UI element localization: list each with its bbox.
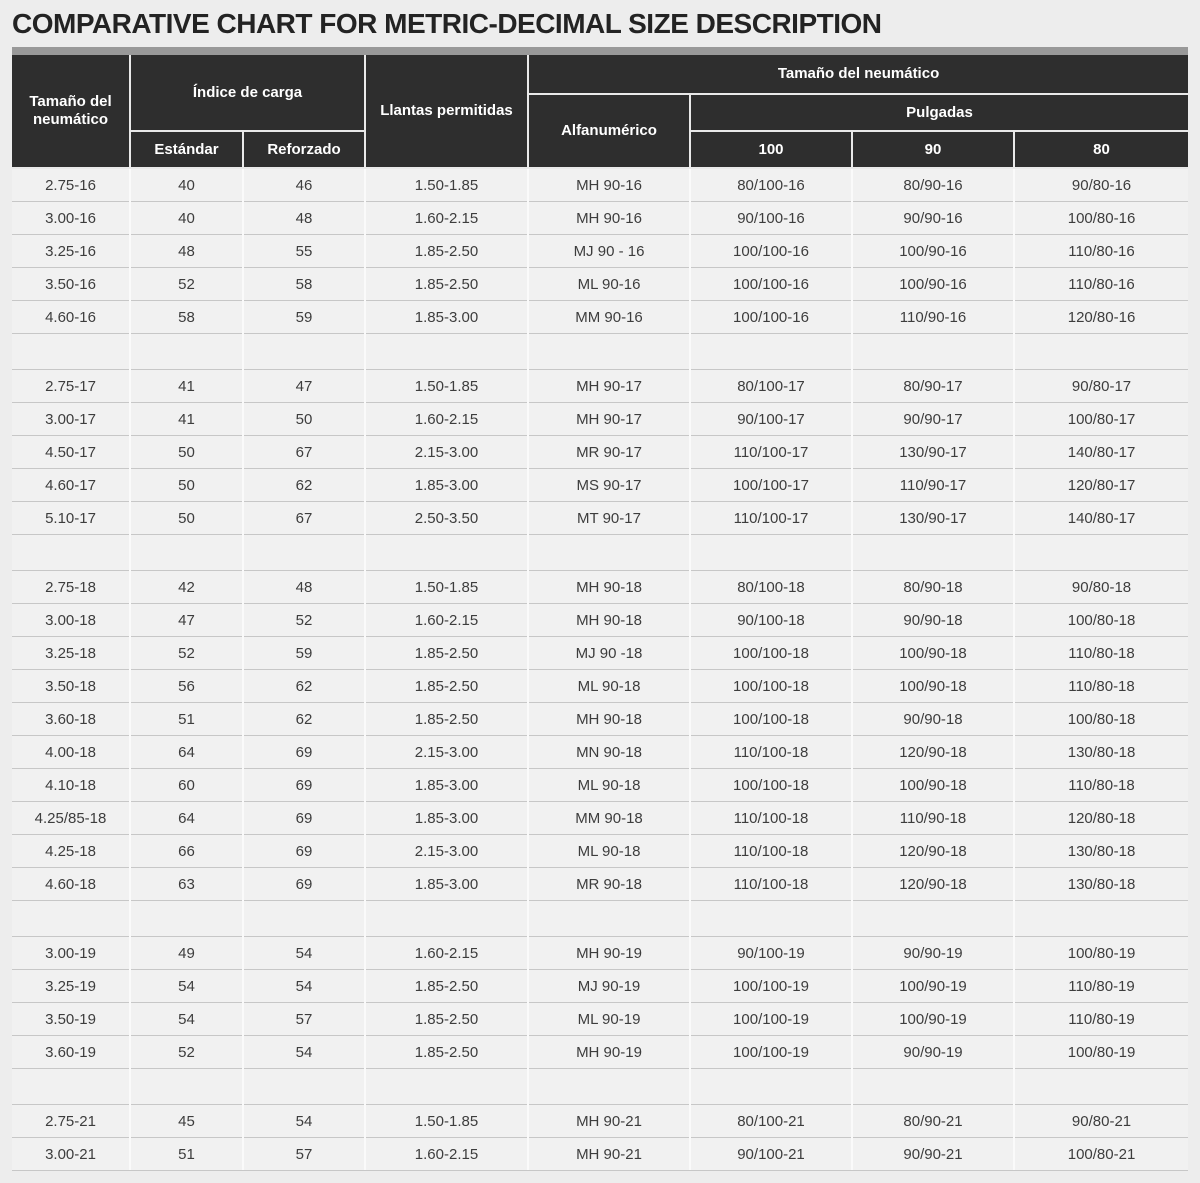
cell — [528, 535, 690, 571]
cell: 54 — [243, 937, 365, 970]
table-row — [12, 703, 1188, 736]
cell — [130, 334, 243, 370]
cell: MJ 90 -18 — [528, 637, 690, 670]
header-inches: Pulgadas — [690, 94, 1188, 131]
cell: 110/100-18 — [690, 868, 852, 901]
cell: ML 90-18 — [528, 670, 690, 703]
cell — [852, 901, 1014, 937]
cell: 4.50-17 — [12, 436, 130, 469]
cell: 110/100-18 — [690, 835, 852, 868]
table-row — [12, 736, 1188, 769]
cell — [1014, 535, 1188, 571]
cell: 80/90-18 — [852, 571, 1014, 604]
table-row — [12, 1036, 1188, 1069]
cell: 90/90-21 — [852, 1138, 1014, 1171]
cell: 1.50-1.85 — [365, 571, 528, 604]
table-row — [12, 202, 1188, 235]
cell: 52 — [130, 637, 243, 670]
cell: 100/100-17 — [690, 469, 852, 502]
cell — [12, 334, 130, 370]
comparison-table-wrap — [12, 47, 1188, 1171]
cell: 50 — [130, 436, 243, 469]
cell: 90/100-16 — [690, 202, 852, 235]
cell — [852, 334, 1014, 370]
cell: 1.50-1.85 — [365, 1105, 528, 1138]
cell: 100/80-18 — [1014, 604, 1188, 637]
cell: 1.85-3.00 — [365, 301, 528, 334]
cell: 3.00-19 — [12, 937, 130, 970]
cell — [528, 334, 690, 370]
cell — [365, 535, 528, 571]
cell: 4.60-16 — [12, 301, 130, 334]
cell: MM 90-18 — [528, 802, 690, 835]
cell: MM 90-16 — [528, 301, 690, 334]
cell: 67 — [243, 502, 365, 535]
cell: 110/80-18 — [1014, 670, 1188, 703]
table-body — [12, 168, 1188, 1170]
cell — [690, 535, 852, 571]
table-row — [12, 502, 1188, 535]
cell: 1.85-3.00 — [365, 769, 528, 802]
cell: 69 — [243, 835, 365, 868]
cell: 54 — [130, 970, 243, 1003]
cell: 100/80-19 — [1014, 1036, 1188, 1069]
table-row — [12, 1003, 1188, 1036]
cell: 59 — [243, 301, 365, 334]
cell: 100/90-18 — [852, 637, 1014, 670]
cell: 120/90-18 — [852, 835, 1014, 868]
table-row — [12, 604, 1188, 637]
cell: 100/100-16 — [690, 301, 852, 334]
table-row — [12, 637, 1188, 670]
cell: 90/80-21 — [1014, 1105, 1188, 1138]
cell: 60 — [130, 769, 243, 802]
cell — [130, 901, 243, 937]
cell: 120/80-18 — [1014, 802, 1188, 835]
table-header — [12, 55, 1188, 168]
cell: 64 — [130, 736, 243, 769]
cell: 3.25-19 — [12, 970, 130, 1003]
table-row — [12, 403, 1188, 436]
header-load-index: Índice de carga — [130, 55, 365, 131]
cell: 1.85-2.50 — [365, 970, 528, 1003]
cell: 1.60-2.15 — [365, 403, 528, 436]
cell: MH 90-18 — [528, 571, 690, 604]
cell: 80/100-17 — [690, 370, 852, 403]
cell: 80/100-21 — [690, 1105, 852, 1138]
cell — [12, 535, 130, 571]
cell: 2.15-3.00 — [365, 436, 528, 469]
cell: 3.00-16 — [12, 202, 130, 235]
cell: 100/100-16 — [690, 235, 852, 268]
cell: 67 — [243, 436, 365, 469]
header-alphanumeric: Alfanumérico — [528, 94, 690, 168]
cell: 1.60-2.15 — [365, 937, 528, 970]
table-row — [12, 970, 1188, 1003]
cell: 66 — [130, 835, 243, 868]
cell: 1.85-2.50 — [365, 1003, 528, 1036]
cell: 2.50-3.50 — [365, 502, 528, 535]
cell: 110/80-16 — [1014, 235, 1188, 268]
cell: ML 90-19 — [528, 1003, 690, 1036]
cell: 110/100-17 — [690, 436, 852, 469]
cell: 3.50-18 — [12, 670, 130, 703]
cell: 100/90-18 — [852, 670, 1014, 703]
cell: 110/90-18 — [852, 802, 1014, 835]
cell: ML 90-18 — [528, 769, 690, 802]
cell: 140/80-17 — [1014, 436, 1188, 469]
cell: 46 — [243, 168, 365, 202]
header-inch-90: 90 — [852, 131, 1014, 168]
cell: 54 — [130, 1003, 243, 1036]
cell: MH 90-17 — [528, 370, 690, 403]
header-reinforced: Reforzado — [243, 131, 365, 168]
cell: 130/90-17 — [852, 436, 1014, 469]
cell: 52 — [130, 268, 243, 301]
cell: 50 — [130, 502, 243, 535]
cell: 90/90-19 — [852, 1036, 1014, 1069]
cell: 45 — [130, 1105, 243, 1138]
cell: 41 — [130, 370, 243, 403]
cell: 100/80-16 — [1014, 202, 1188, 235]
cell — [852, 1069, 1014, 1105]
cell: MH 90-18 — [528, 604, 690, 637]
cell — [243, 535, 365, 571]
cell: 4.10-18 — [12, 769, 130, 802]
cell — [365, 334, 528, 370]
spacer-row — [12, 535, 1188, 571]
cell: 54 — [243, 1036, 365, 1069]
cell: 100/100-18 — [690, 670, 852, 703]
cell: 120/80-17 — [1014, 469, 1188, 502]
cell: 56 — [130, 670, 243, 703]
cell: 100/90-18 — [852, 769, 1014, 802]
cell: 90/90-16 — [852, 202, 1014, 235]
cell: 100/90-19 — [852, 1003, 1014, 1036]
cell: 100/100-19 — [690, 970, 852, 1003]
cell — [365, 1069, 528, 1105]
cell: 100/100-19 — [690, 1036, 852, 1069]
header-standard: Estándar — [130, 131, 243, 168]
cell — [365, 901, 528, 937]
cell: 62 — [243, 469, 365, 502]
cell: 3.60-18 — [12, 703, 130, 736]
cell: 130/90-17 — [852, 502, 1014, 535]
cell: 100/100-16 — [690, 268, 852, 301]
cell: 110/80-19 — [1014, 1003, 1188, 1036]
cell: 110/100-18 — [690, 802, 852, 835]
cell — [1014, 901, 1188, 937]
cell: 90/100-17 — [690, 403, 852, 436]
table-row — [12, 301, 1188, 334]
cell: 3.25-16 — [12, 235, 130, 268]
cell: 1.85-3.00 — [365, 802, 528, 835]
cell: 110/90-17 — [852, 469, 1014, 502]
cell: 1.50-1.85 — [365, 168, 528, 202]
cell: 47 — [130, 604, 243, 637]
cell: 1.85-2.50 — [365, 703, 528, 736]
cell: 54 — [243, 970, 365, 1003]
cell: 69 — [243, 769, 365, 802]
cell — [243, 901, 365, 937]
table-row — [12, 937, 1188, 970]
table-row — [12, 571, 1188, 604]
cell: 130/80-18 — [1014, 835, 1188, 868]
cell: 49 — [130, 937, 243, 970]
cell: 80/100-18 — [690, 571, 852, 604]
cell — [12, 901, 130, 937]
cell: 120/80-16 — [1014, 301, 1188, 334]
cell: 1.85-2.50 — [365, 670, 528, 703]
cell: 2.75-18 — [12, 571, 130, 604]
cell — [243, 334, 365, 370]
page-title: COMPARATIVE CHART FOR METRIC-DECIMAL SIZE DESCRIPTION — [12, 8, 882, 39]
cell — [528, 901, 690, 937]
cell: 2.15-3.00 — [365, 835, 528, 868]
cell: 1.85-2.50 — [365, 268, 528, 301]
cell: 3.00-21 — [12, 1138, 130, 1171]
cell: 90/100-18 — [690, 604, 852, 637]
cell: 41 — [130, 403, 243, 436]
cell: 3.60-19 — [12, 1036, 130, 1069]
cell: 51 — [130, 703, 243, 736]
cell: ML 90-18 — [528, 835, 690, 868]
table-row — [12, 769, 1188, 802]
table-top-strip — [12, 47, 1188, 55]
cell: 1.85-2.50 — [365, 1036, 528, 1069]
cell: 1.60-2.15 — [365, 202, 528, 235]
cell: MR 90-18 — [528, 868, 690, 901]
cell — [690, 901, 852, 937]
spacer-row — [12, 901, 1188, 937]
header-inch-100: 100 — [690, 131, 852, 168]
cell: 3.00-17 — [12, 403, 130, 436]
cell: 80/100-16 — [690, 168, 852, 202]
cell: 80/90-21 — [852, 1105, 1014, 1138]
cell — [690, 1069, 852, 1105]
table-row — [12, 235, 1188, 268]
cell: 3.50-16 — [12, 268, 130, 301]
cell: 69 — [243, 736, 365, 769]
table-row — [12, 868, 1188, 901]
cell: 100/100-18 — [690, 637, 852, 670]
cell: 2.75-17 — [12, 370, 130, 403]
cell: 42 — [130, 571, 243, 604]
cell — [243, 1069, 365, 1105]
cell: MS 90-17 — [528, 469, 690, 502]
cell: MH 90-19 — [528, 937, 690, 970]
cell: 1.85-3.00 — [365, 469, 528, 502]
cell: 3.50-19 — [12, 1003, 130, 1036]
cell: 110/90-16 — [852, 301, 1014, 334]
cell: ML 90-16 — [528, 268, 690, 301]
table-row — [12, 670, 1188, 703]
cell: 130/80-18 — [1014, 736, 1188, 769]
cell: MJ 90 - 16 — [528, 235, 690, 268]
cell: 62 — [243, 703, 365, 736]
table-row — [12, 1138, 1188, 1171]
cell: 2.15-3.00 — [365, 736, 528, 769]
cell: 62 — [243, 670, 365, 703]
cell: 52 — [243, 604, 365, 637]
cell: 2.75-21 — [12, 1105, 130, 1138]
cell: 1.60-2.15 — [365, 604, 528, 637]
cell: MJ 90-19 — [528, 970, 690, 1003]
comparison-table — [12, 55, 1188, 1170]
cell — [690, 334, 852, 370]
cell: 120/90-18 — [852, 736, 1014, 769]
cell — [130, 1069, 243, 1105]
cell: 52 — [130, 1036, 243, 1069]
cell: 90/100-21 — [690, 1138, 852, 1171]
cell: 63 — [130, 868, 243, 901]
cell: MT 90-17 — [528, 502, 690, 535]
cell: 100/100-18 — [690, 703, 852, 736]
cell: 100/80-19 — [1014, 937, 1188, 970]
cell: 57 — [243, 1003, 365, 1036]
cell — [1014, 334, 1188, 370]
cell: 3.00-18 — [12, 604, 130, 637]
cell — [852, 535, 1014, 571]
cell: MH 90-17 — [528, 403, 690, 436]
cell: 59 — [243, 637, 365, 670]
cell: 40 — [130, 202, 243, 235]
cell: 90/90-19 — [852, 937, 1014, 970]
cell: 90/80-18 — [1014, 571, 1188, 604]
cell: 100/90-19 — [852, 970, 1014, 1003]
cell: 110/80-18 — [1014, 769, 1188, 802]
table-row — [12, 168, 1188, 202]
cell: 100/80-17 — [1014, 403, 1188, 436]
table-row — [12, 835, 1188, 868]
header-tire-size: Tamaño del neumático — [12, 55, 130, 168]
cell: 100/80-21 — [1014, 1138, 1188, 1171]
cell: 100/100-19 — [690, 1003, 852, 1036]
cell: 80/90-17 — [852, 370, 1014, 403]
cell: MN 90-18 — [528, 736, 690, 769]
cell: 40 — [130, 168, 243, 202]
cell: 90/80-16 — [1014, 168, 1188, 202]
cell — [528, 1069, 690, 1105]
cell — [130, 535, 243, 571]
cell: 100/90-16 — [852, 268, 1014, 301]
cell: 80/90-16 — [852, 168, 1014, 202]
cell: 4.60-17 — [12, 469, 130, 502]
cell: 100/90-16 — [852, 235, 1014, 268]
table-row — [12, 268, 1188, 301]
cell: 55 — [243, 235, 365, 268]
cell: MH 90-16 — [528, 202, 690, 235]
cell: 51 — [130, 1138, 243, 1171]
cell: 1.85-3.00 — [365, 868, 528, 901]
cell: 50 — [243, 403, 365, 436]
cell: 1.85-2.50 — [365, 637, 528, 670]
cell: 4.25/85-18 — [12, 802, 130, 835]
cell: 90/90-17 — [852, 403, 1014, 436]
cell: 1.60-2.15 — [365, 1138, 528, 1171]
table-row — [12, 802, 1188, 835]
cell: MR 90-17 — [528, 436, 690, 469]
cell: 110/80-16 — [1014, 268, 1188, 301]
cell: 58 — [130, 301, 243, 334]
cell: 58 — [243, 268, 365, 301]
cell: 140/80-17 — [1014, 502, 1188, 535]
cell: MH 90-18 — [528, 703, 690, 736]
header-rims-allowed: Llantas permitidas — [365, 55, 528, 168]
cell: 47 — [243, 370, 365, 403]
header-tire-size-right: Tamaño del neumático — [528, 55, 1188, 94]
cell: 90/90-18 — [852, 604, 1014, 637]
cell: MH 90-21 — [528, 1105, 690, 1138]
cell: 110/100-17 — [690, 502, 852, 535]
cell: 5.10-17 — [12, 502, 130, 535]
cell: 48 — [243, 202, 365, 235]
table-row — [12, 469, 1188, 502]
header-row-1 — [12, 55, 1188, 94]
cell: 3.25-18 — [12, 637, 130, 670]
cell: 110/80-19 — [1014, 970, 1188, 1003]
cell: 130/80-18 — [1014, 868, 1188, 901]
cell: 90/100-19 — [690, 937, 852, 970]
cell: 110/80-18 — [1014, 637, 1188, 670]
cell — [1014, 1069, 1188, 1105]
cell: 100/100-18 — [690, 769, 852, 802]
table-row — [12, 1105, 1188, 1138]
cell: MH 90-16 — [528, 168, 690, 202]
cell: 69 — [243, 868, 365, 901]
cell: 57 — [243, 1138, 365, 1171]
cell: 4.60-18 — [12, 868, 130, 901]
cell: MH 90-19 — [528, 1036, 690, 1069]
cell: 48 — [243, 571, 365, 604]
cell: 90/80-17 — [1014, 370, 1188, 403]
cell: 2.75-16 — [12, 168, 130, 202]
cell: 4.00-18 — [12, 736, 130, 769]
table-row — [12, 436, 1188, 469]
spacer-row — [12, 334, 1188, 370]
cell: 120/90-18 — [852, 868, 1014, 901]
cell: 90/90-18 — [852, 703, 1014, 736]
cell: 48 — [130, 235, 243, 268]
cell: 64 — [130, 802, 243, 835]
cell: 4.25-18 — [12, 835, 130, 868]
cell: 54 — [243, 1105, 365, 1138]
spacer-row — [12, 1069, 1188, 1105]
cell: 50 — [130, 469, 243, 502]
cell: MH 90-21 — [528, 1138, 690, 1171]
header-inch-80: 80 — [1014, 131, 1188, 168]
cell: 100/80-18 — [1014, 703, 1188, 736]
cell: 110/100-18 — [690, 736, 852, 769]
cell: 69 — [243, 802, 365, 835]
table-bottom-border — [12, 1170, 1188, 1171]
cell: 1.85-2.50 — [365, 235, 528, 268]
table-row — [12, 370, 1188, 403]
cell — [12, 1069, 130, 1105]
cell: 1.50-1.85 — [365, 370, 528, 403]
